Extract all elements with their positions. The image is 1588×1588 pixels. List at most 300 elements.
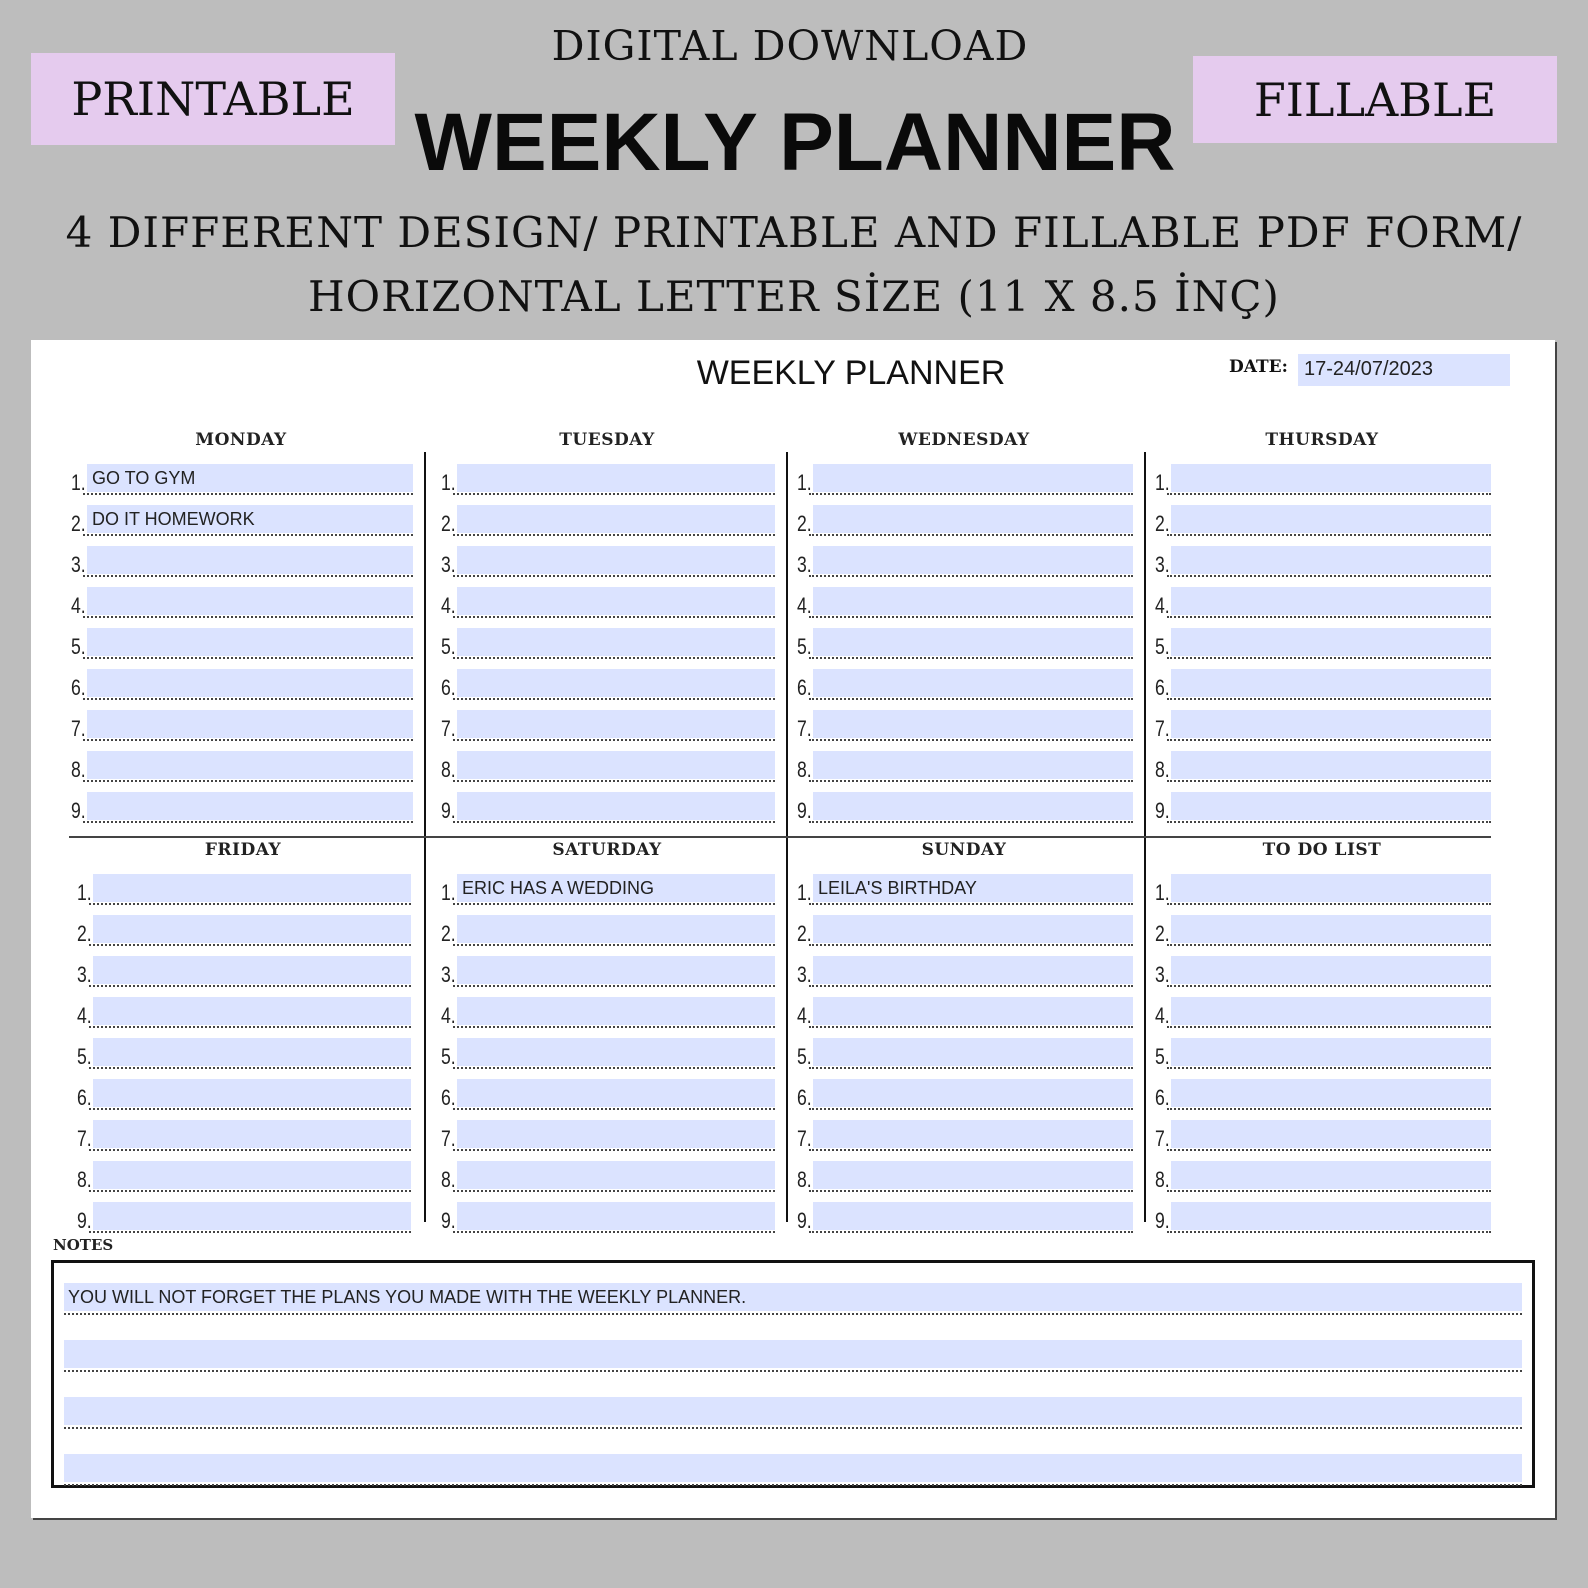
item-number: 6.: [1155, 1085, 1170, 1110]
item-input-field[interactable]: [1171, 997, 1491, 1025]
item-number: 7.: [441, 1126, 456, 1151]
list-item: [795, 786, 1133, 826]
list-item: [795, 458, 1133, 498]
item-input-field[interactable]: [457, 628, 775, 656]
item-input-field[interactable]: [457, 792, 775, 820]
item-number: 2.: [71, 511, 86, 536]
subtitle-line-1: 4 DIFFERENT DESIGN/ PRINTABLE AND FILLABLE PDF FORM/: [65, 208, 1523, 257]
item-input-field[interactable]: [813, 669, 1133, 697]
dotted-line: [1167, 1026, 1491, 1028]
section-wednesday: [795, 430, 1133, 829]
item-input-field[interactable]: [1171, 546, 1491, 574]
item-number: 4.: [1155, 1003, 1170, 1028]
dotted-line: [453, 1190, 775, 1192]
item-number: 2.: [797, 511, 812, 536]
row-divider: [69, 836, 1491, 838]
dotted-line: [89, 944, 411, 946]
dotted-line: [1167, 739, 1491, 741]
item-input-field[interactable]: [813, 587, 1133, 615]
item-input-field[interactable]: [1171, 956, 1491, 984]
dotted-line: [89, 1067, 411, 1069]
list-item: [69, 540, 413, 580]
item-number: 9.: [71, 798, 86, 823]
list-item: [1153, 1073, 1491, 1113]
item-input-field[interactable]: [87, 669, 413, 697]
item-number: 5.: [1155, 1044, 1170, 1069]
dotted-line: [64, 1313, 1522, 1315]
item-input-field[interactable]: [93, 1079, 411, 1107]
item-input-field[interactable]: [457, 915, 775, 943]
list-item: [75, 950, 411, 990]
item-number: 1.: [441, 470, 456, 495]
section-thursday: [1153, 430, 1491, 829]
list-item: [1153, 1155, 1491, 1195]
dotted-line: [453, 698, 775, 700]
item-number: 8.: [441, 757, 456, 782]
dotted-line: [453, 534, 775, 536]
section-to-do-list: [1153, 840, 1491, 1239]
item-input-field[interactable]: [457, 546, 775, 574]
list-item: [439, 622, 775, 662]
item-number: 4.: [1155, 593, 1170, 618]
list-item: [795, 1073, 1133, 1113]
item-number: 9.: [77, 1208, 92, 1233]
dotted-line: [809, 1067, 1133, 1069]
list-item: [69, 499, 413, 539]
dotted-line: [453, 1026, 775, 1028]
dotted-line: [89, 1190, 411, 1192]
item-input-field[interactable]: [457, 464, 775, 492]
item-input-field[interactable]: [457, 1161, 775, 1189]
item-input-field[interactable]: [1171, 464, 1491, 492]
item-number: 1.: [71, 470, 86, 495]
fillable-badge: FILLABLE: [1193, 56, 1557, 143]
item-input-field[interactable]: [457, 587, 775, 615]
dotted-line: [83, 780, 413, 782]
list-item: [795, 663, 1133, 703]
item-input-field[interactable]: [457, 505, 775, 533]
list-item: [795, 868, 1133, 908]
item-input-field[interactable]: [1171, 1079, 1491, 1107]
printable-badge: PRINTABLE: [31, 53, 395, 145]
item-number: 7.: [797, 716, 812, 741]
item-number: 5.: [441, 1044, 456, 1069]
dotted-line: [453, 493, 775, 495]
list-item: [75, 1155, 411, 1195]
item-input-field[interactable]: [87, 587, 413, 615]
list-item: [1153, 458, 1491, 498]
dotted-line: [809, 944, 1133, 946]
item-number: 9.: [1155, 1208, 1170, 1233]
item-input-field[interactable]: [93, 1161, 411, 1189]
item-number: 6.: [71, 675, 86, 700]
list-item: [69, 786, 413, 826]
dotted-line: [89, 903, 411, 905]
dotted-line: [83, 698, 413, 700]
list-item: [795, 499, 1133, 539]
section-heading: WEDNESDAY: [898, 430, 1030, 450]
item-number: 8.: [1155, 1167, 1170, 1192]
item-number: 9.: [797, 1208, 812, 1233]
list-item: [439, 458, 775, 498]
dotted-line: [809, 493, 1133, 495]
dotted-line: [89, 1108, 411, 1110]
list-item: [69, 745, 413, 785]
item-input-field[interactable]: [1171, 628, 1491, 656]
dotted-line: [89, 1026, 411, 1028]
item-number: 9.: [1155, 798, 1170, 823]
item-input-field[interactable]: [1171, 792, 1491, 820]
item-number: 3.: [1155, 552, 1170, 577]
list-item: [75, 1196, 411, 1236]
list-item: [1153, 868, 1491, 908]
item-number: 5.: [1155, 634, 1170, 659]
dotted-line: [1167, 1149, 1491, 1151]
item-input-field[interactable]: [813, 915, 1133, 943]
date-field[interactable]: 17-24/07/2023: [1298, 354, 1510, 386]
item-number: 2.: [441, 511, 456, 536]
item-input-field[interactable]: [93, 956, 411, 984]
item-input-field[interactable]: [813, 546, 1133, 574]
list-item: [1153, 663, 1491, 703]
item-number: 6.: [77, 1085, 92, 1110]
item-input-field[interactable]: [93, 1120, 411, 1148]
item-number: 8.: [441, 1167, 456, 1192]
item-number: 1.: [797, 470, 812, 495]
dotted-line: [453, 739, 775, 741]
item-number: 3.: [71, 552, 86, 577]
item-input-field[interactable]: [813, 505, 1133, 533]
item-input-field[interactable]: [457, 997, 775, 1025]
list-item: [1153, 1032, 1491, 1072]
dotted-line: [809, 616, 1133, 618]
dotted-line: [89, 1231, 411, 1233]
notes-label: NOTES: [53, 1236, 114, 1254]
dotted-line: [89, 985, 411, 987]
list-item: [795, 991, 1133, 1031]
section-heading: SATURDAY: [552, 840, 662, 860]
sheet-title: WEEKLY PLANNER: [696, 354, 1006, 392]
item-number: 9.: [797, 798, 812, 823]
dotted-line: [1167, 493, 1491, 495]
dotted-line: [809, 1108, 1133, 1110]
dotted-line: [64, 1484, 1522, 1486]
item-number: 5.: [77, 1044, 92, 1069]
dotted-line: [809, 821, 1133, 823]
dotted-line: [453, 780, 775, 782]
item-input-field[interactable]: [457, 710, 775, 738]
notes-input-line[interactable]: [64, 1397, 1522, 1425]
item-input-field[interactable]: [813, 1120, 1133, 1148]
item-input-field[interactable]: [457, 751, 775, 779]
item-input-field[interactable]: GO TO GYM: [87, 464, 413, 492]
dotted-line: [1167, 903, 1491, 905]
item-number: 4.: [797, 593, 812, 618]
list-item: [795, 540, 1133, 580]
dotted-line: [809, 1026, 1133, 1028]
list-item: [439, 1073, 775, 1113]
dotted-line: [1167, 616, 1491, 618]
item-number: 7.: [71, 716, 86, 741]
item-input-field[interactable]: [813, 997, 1133, 1025]
notes-input-line[interactable]: [64, 1340, 1522, 1368]
list-item: [439, 786, 775, 826]
list-item: [75, 909, 411, 949]
item-input-field[interactable]: [1171, 1038, 1491, 1066]
list-item: [439, 581, 775, 621]
item-number: 4.: [71, 593, 86, 618]
item-input-field[interactable]: [813, 1038, 1133, 1066]
notes-input-line[interactable]: YOU WILL NOT FORGET THE PLANS YOU MADE WITH THE WEEKLY PLANNER.: [64, 1283, 1522, 1311]
item-number: 8.: [797, 1167, 812, 1192]
item-input-field[interactable]: [1171, 1161, 1491, 1189]
item-input-field[interactable]: [1171, 505, 1491, 533]
item-number: 1.: [77, 880, 92, 905]
item-input-field[interactable]: [813, 956, 1133, 984]
item-input-field[interactable]: [1171, 1120, 1491, 1148]
dotted-line: [83, 534, 413, 536]
item-input-field[interactable]: [1171, 1202, 1491, 1230]
item-input-field[interactable]: [457, 956, 775, 984]
dotted-line: [1167, 534, 1491, 536]
dotted-line: [1167, 1231, 1491, 1233]
item-number: 7.: [797, 1126, 812, 1151]
item-number: 2.: [797, 921, 812, 946]
list-item: [1153, 909, 1491, 949]
list-item: [1153, 991, 1491, 1031]
item-number: 3.: [77, 962, 92, 987]
item-input-field[interactable]: [1171, 915, 1491, 943]
item-number: 5.: [71, 634, 86, 659]
section-saturday: [439, 840, 775, 1239]
list-item: [75, 1073, 411, 1113]
item-input-field[interactable]: [1171, 874, 1491, 902]
item-number: 3.: [441, 552, 456, 577]
dotted-line: [453, 1149, 775, 1151]
item-number: 8.: [71, 757, 86, 782]
item-input-field[interactable]: [457, 1202, 775, 1230]
list-item: [69, 663, 413, 703]
dotted-line: [83, 493, 413, 495]
item-number: 5.: [797, 1044, 812, 1069]
dotted-line: [1167, 944, 1491, 946]
item-input-field[interactable]: [93, 1202, 411, 1230]
section-heading: FRIDAY: [204, 840, 282, 860]
item-input-field[interactable]: [813, 1202, 1133, 1230]
item-number: 7.: [1155, 1126, 1170, 1151]
item-input-field[interactable]: [93, 1038, 411, 1066]
item-input-field[interactable]: [813, 751, 1133, 779]
item-number: 1.: [441, 880, 456, 905]
item-number: 2.: [1155, 921, 1170, 946]
dotted-line: [1167, 698, 1491, 700]
list-item: [795, 1196, 1133, 1236]
dotted-line: [83, 575, 413, 577]
dotted-line: [83, 657, 413, 659]
item-number: 3.: [1155, 962, 1170, 987]
section-heading: SUNDAY: [921, 840, 1007, 860]
dotted-line: [809, 1149, 1133, 1151]
dotted-line: [809, 985, 1133, 987]
dotted-line: [809, 739, 1133, 741]
item-input-field[interactable]: [87, 546, 413, 574]
item-number: 6.: [1155, 675, 1170, 700]
list-item: [439, 1032, 775, 1072]
list-item: [75, 868, 411, 908]
item-input-field[interactable]: [813, 628, 1133, 656]
item-number: 3.: [797, 552, 812, 577]
digital-download-label: DIGITAL DOWNLOAD: [551, 22, 1029, 70]
item-number: 7.: [1155, 716, 1170, 741]
section-monday: [69, 430, 413, 829]
list-item: [1153, 499, 1491, 539]
dotted-line: [83, 739, 413, 741]
dotted-line: [453, 821, 775, 823]
dotted-line: [453, 657, 775, 659]
item-number: 5.: [797, 634, 812, 659]
list-item: [1153, 704, 1491, 744]
item-number: 6.: [441, 675, 456, 700]
dotted-line: [64, 1370, 1522, 1372]
item-input-field[interactable]: [87, 792, 413, 820]
subtitle-line-2: HORIZONTAL LETTER SİZE (11 X 8.5 İNÇ): [308, 272, 1280, 321]
dotted-line: [1167, 821, 1491, 823]
list-item: [1153, 786, 1491, 826]
dotted-line: [83, 616, 413, 618]
item-number: 6.: [797, 675, 812, 700]
dotted-line: [1167, 575, 1491, 577]
list-item: [1153, 581, 1491, 621]
list-item: [795, 704, 1133, 744]
item-input-field[interactable]: [87, 628, 413, 656]
item-number: 8.: [797, 757, 812, 782]
item-input-field[interactable]: [457, 1038, 775, 1066]
item-number: 8.: [77, 1167, 92, 1192]
dotted-line: [453, 575, 775, 577]
item-number: 5.: [441, 634, 456, 659]
section-heading: THURSDAY: [1265, 430, 1379, 450]
item-number: 4.: [77, 1003, 92, 1028]
dotted-line: [64, 1427, 1522, 1429]
item-number: 1.: [1155, 880, 1170, 905]
item-input-field[interactable]: [813, 710, 1133, 738]
item-number: 9.: [441, 798, 456, 823]
list-item: [439, 909, 775, 949]
item-input-field[interactable]: [93, 915, 411, 943]
dotted-line: [809, 1231, 1133, 1233]
item-number: 1.: [797, 880, 812, 905]
list-item: [795, 581, 1133, 621]
dotted-line: [1167, 985, 1491, 987]
list-item: [1153, 950, 1491, 990]
dotted-line: [453, 944, 775, 946]
item-input-field[interactable]: [87, 751, 413, 779]
dotted-line: [809, 575, 1133, 577]
list-item: [795, 745, 1133, 785]
list-item: [795, 1114, 1133, 1154]
date-label: DATE:: [1229, 357, 1288, 377]
item-number: 6.: [797, 1085, 812, 1110]
item-input-field[interactable]: [1171, 751, 1491, 779]
item-input-field[interactable]: LEILA'S BIRTHDAY: [813, 874, 1133, 902]
dotted-line: [453, 1067, 775, 1069]
dotted-line: [453, 1108, 775, 1110]
dotted-line: [809, 780, 1133, 782]
section-tuesday: [439, 430, 775, 829]
list-item: [1153, 622, 1491, 662]
section-friday: [75, 840, 411, 1239]
list-item: [69, 622, 413, 662]
item-input-field[interactable]: [1171, 710, 1491, 738]
item-input-field[interactable]: [457, 1120, 775, 1148]
item-number: 6.: [441, 1085, 456, 1110]
section-heading: TO DO LIST: [1262, 840, 1382, 860]
item-number: 2.: [441, 921, 456, 946]
item-input-field[interactable]: [457, 1079, 775, 1107]
item-input-field[interactable]: [93, 874, 411, 902]
list-item: [439, 663, 775, 703]
dotted-line: [453, 616, 775, 618]
item-input-field[interactable]: [87, 710, 413, 738]
list-item: [1153, 1114, 1491, 1154]
item-input-field[interactable]: [457, 669, 775, 697]
item-input-field[interactable]: [813, 792, 1133, 820]
list-item: [439, 499, 775, 539]
list-item: [439, 745, 775, 785]
item-input-field[interactable]: [813, 1161, 1133, 1189]
item-input-field[interactable]: [93, 997, 411, 1025]
dotted-line: [809, 698, 1133, 700]
section-sunday: [795, 840, 1133, 1239]
notes-box: [51, 1260, 1535, 1488]
section-heading: TUESDAY: [559, 430, 655, 450]
list-item: [795, 1155, 1133, 1195]
item-number: 4.: [441, 593, 456, 618]
dotted-line: [83, 821, 413, 823]
dotted-line: [809, 1190, 1133, 1192]
product-title: WEEKLY PLANNER: [414, 97, 1176, 188]
item-number: 3.: [441, 962, 456, 987]
planner-sheet: [31, 340, 1555, 1518]
item-input-field[interactable]: [813, 1079, 1133, 1107]
item-number: 9.: [441, 1208, 456, 1233]
dotted-line: [1167, 1190, 1491, 1192]
list-item: [795, 622, 1133, 662]
dotted-line: [453, 985, 775, 987]
list-item: [439, 704, 775, 744]
notes-input-line[interactable]: [64, 1454, 1522, 1482]
dotted-line: [1167, 1067, 1491, 1069]
item-number: 2.: [1155, 511, 1170, 536]
list-item: [439, 991, 775, 1031]
item-input-field[interactable]: [813, 464, 1133, 492]
dotted-line: [1167, 1108, 1491, 1110]
item-input-field[interactable]: [1171, 669, 1491, 697]
item-number: 2.: [77, 921, 92, 946]
list-item: [1153, 1196, 1491, 1236]
item-input-field[interactable]: DO IT HOMEWORK: [87, 505, 413, 533]
item-input-field[interactable]: [1171, 587, 1491, 615]
dotted-line: [809, 657, 1133, 659]
item-input-field[interactable]: ERIC HAS A WEDDING: [457, 874, 775, 902]
list-item: [75, 991, 411, 1031]
item-number: 1.: [1155, 470, 1170, 495]
dotted-line: [1167, 780, 1491, 782]
item-number: 7.: [441, 716, 456, 741]
dotted-line: [453, 903, 775, 905]
item-number: 7.: [77, 1126, 92, 1151]
list-item: [69, 581, 413, 621]
